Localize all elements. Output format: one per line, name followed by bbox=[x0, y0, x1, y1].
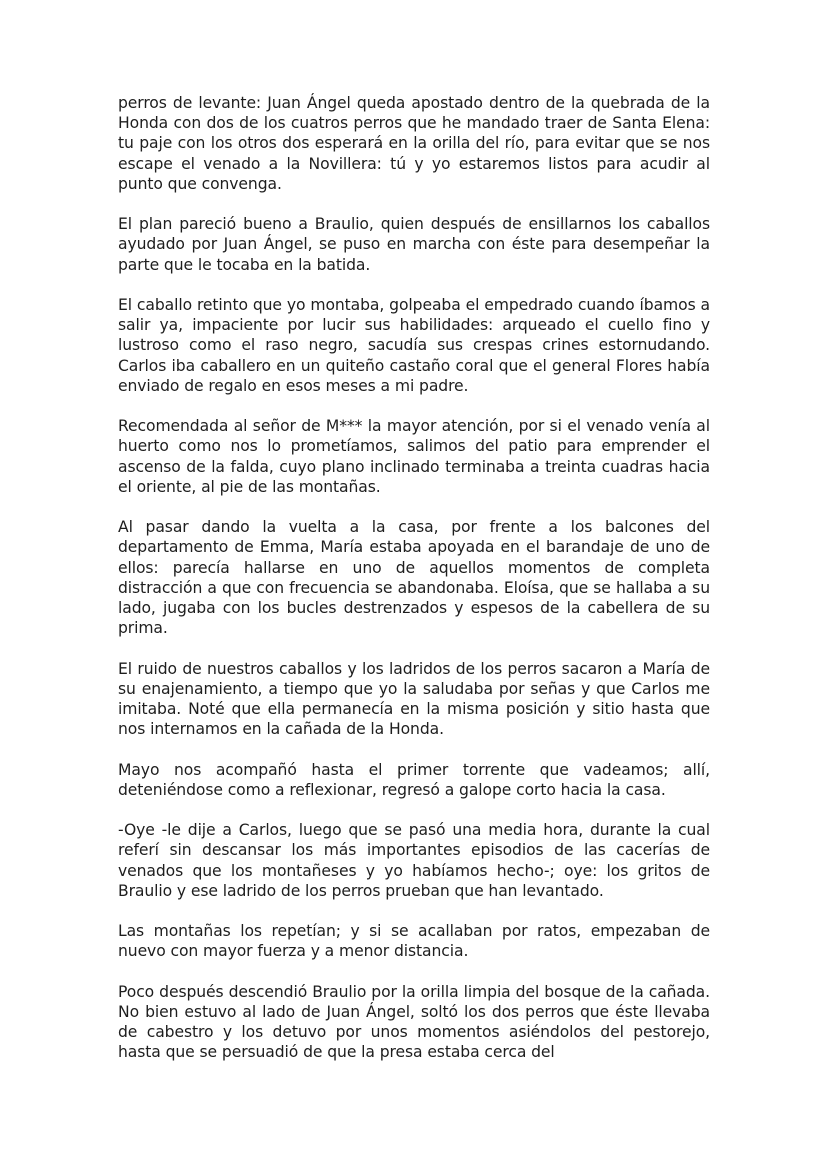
paragraph-7: Mayo nos acompañó hasta el primer torrente que vadeamos; allí, deteniéndose como a reflexionar, regresó a galope corto hacia la casa. bbox=[118, 760, 710, 799]
paragraph-5: Al pasar dando la vuelta a la casa, por frente a los balcones del departamento de Emma, María estaba apoyada en el barandaje de uno de ellos: parecía hallarse en uno de aquellos momentos de completa distracción a que con frecuencia se abandonaba. Eloísa, que se hallaba a su lado, jugaba con los bucles destrenzados y espesos de la cabellera de su prima. bbox=[118, 518, 710, 638]
paragraph-3: El caballo retinto que yo montaba, golpeaba el empedrado cuando íbamos a salir ya, impaciente por lucir sus habilidades: arqueado el cuello fino y lustroso como el raso negro, sacudía sus crespas crines estornudando. Carlos iba caballero en un quiteño castaño coral que el general Flores había enviado de regalo en esos meses a mi padre. bbox=[118, 296, 710, 395]
paragraph-8: -Oye -le dije a Carlos, luego que se pasó una media hora, durante la cual referí sin descansar los más importantes episodios de las cacerías de venados que los montañeses y yo habíamos hecho-; oye: los gritos de Braulio y ese ladrido de los perros prueban que han levantado. bbox=[118, 821, 710, 900]
paragraph-10: Poco después descendió Braulio por la orilla limpia del bosque de la cañada. No bien estuvo al lado de Juan Ángel, soltó los dos perros que éste llevaba de cabestro y los detuvo por unos momentos asiéndolos del pestorejo, hasta que se persuadió de que la presa estaba cerca del bbox=[118, 982, 710, 1062]
paragraph-9: Las montañas los repetían; y si se acallaban por ratos, empezaban de nuevo con mayor fuerza y a menor distancia. bbox=[118, 922, 710, 961]
paragraph-1: perros de levante: Juan Ángel queda apostado dentro de la quebrada de la Honda con dos de los cuatros perros que he mandado traer de Santa Elena: tu paje con los otros dos esperará en la orilla del río, para evitar que se nos escape el venado a la Novillera: tú y yo estaremos listos para acudir al punto que convenga. bbox=[118, 94, 710, 193]
paragraph-4: Recomendada al señor de M*** la mayor atención, por si el venado venía al huerto como nos lo prometíamos, salimos del patio para emprender el ascenso de la falda, cuyo plano inclinado terminaba a treinta cuadras hacia el oriente, al pie de las montañas. bbox=[118, 417, 710, 496]
document-page bbox=[118, 93, 710, 1083]
paragraph-6: El ruido de nuestros caballos y los ladridos de los perros sacaron a María de su enajenamiento, a tiempo que yo la saludaba por señas y que Carlos me imitaba. Noté que ella permanecía en la misma posición y sitio hasta que nos internamos en la cañada de la Honda. bbox=[118, 659, 710, 739]
paragraph-2: El plan pareció bueno a Braulio, quien después de ensillarnos los caballos ayudado por Juan Ángel, se puso en marcha con éste para desempeñar la parte que le tocaba en la batida. bbox=[118, 215, 710, 274]
